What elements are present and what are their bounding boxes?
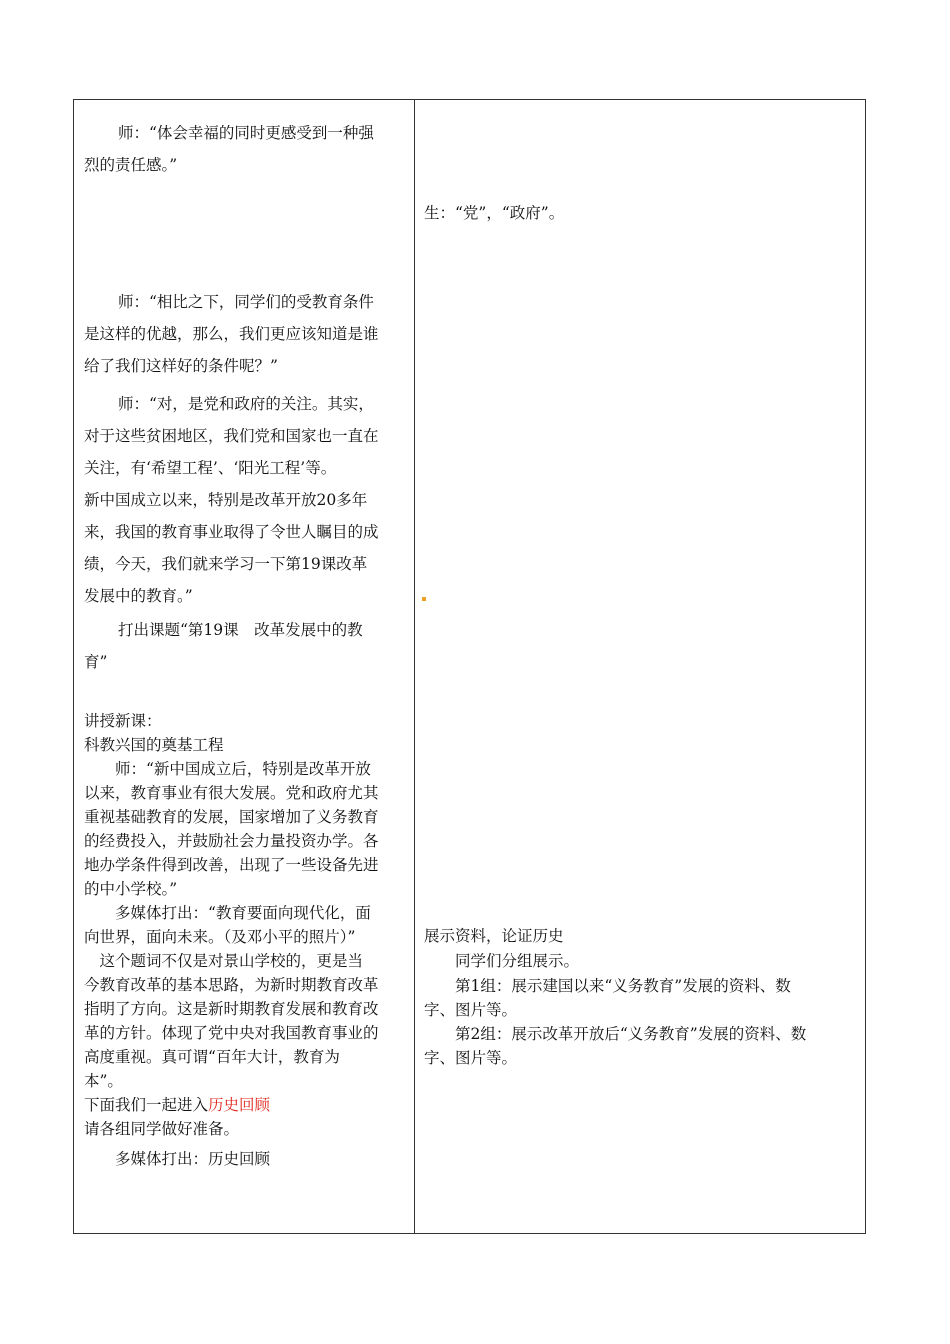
left-line: 指明了方向。这是新时期教育发展和教育改	[84, 1000, 379, 1018]
right-line: 同学们分组展示。	[424, 952, 580, 970]
left-line	[84, 1093, 270, 1117]
left-line: 打出课题“第19课 改革发展中的教	[118, 621, 363, 639]
left-line: 这个题词不仅是对景山学校的，更是当	[84, 952, 364, 970]
right-line: 字、图片等。	[424, 1001, 518, 1019]
student-answer: 生：“党”，“政府”。	[424, 204, 565, 222]
history-review-link: 历史回顾	[208, 1096, 271, 1114]
left-line: 给了我们这样好的条件呢？”	[84, 357, 278, 375]
left-line: 重视基础教育的发展，国家增加了义务教育	[84, 808, 379, 826]
right-heading: 展示资料，论证历史	[424, 927, 564, 945]
left-line: 烈的责任感。”	[84, 156, 178, 174]
left-line: 绩，今天，我们就来学习一下第19课改革	[84, 555, 368, 573]
left-line: 以来，教育事业有很大发展。党和政府尤其	[84, 784, 379, 802]
lesson-table	[73, 99, 866, 1234]
right-line: 字、图片等。	[424, 1049, 518, 1067]
left-line: 多媒体打出：“教育要面向现代化，面	[84, 904, 371, 922]
line-prefix: 下面我们一起进入	[84, 1096, 209, 1114]
left-line: 来，我国的教育事业取得了令世人瞩目的成	[84, 523, 379, 541]
left-line: 育”	[84, 653, 108, 671]
right-line: 第2组：展示改革开放后“义务教育”发展的资料、数	[424, 1025, 807, 1043]
left-line: 请各组同学做好准备。	[84, 1120, 240, 1138]
left-line: 的经费投入，并鼓励社会力量投资办学。各	[84, 832, 379, 850]
left-line: 本”。	[84, 1072, 123, 1090]
left-line: 的中小学校。”	[84, 880, 178, 898]
subsection-heading: 科教兴国的奠基工程	[84, 736, 224, 754]
left-line: 革的方针。体现了党中央对我国教育事业的	[84, 1024, 379, 1042]
left-line: 师：“对，是党和政府的关注。其实，	[118, 395, 374, 413]
marker-dot	[422, 597, 426, 601]
column-divider	[414, 100, 415, 1233]
left-line: 高度重视。真可谓“百年大计，教育为	[84, 1048, 340, 1066]
left-line: 多媒体打出：历史回顾	[84, 1150, 271, 1168]
left-line: 向世界，面向未来。（及邓小平的照片）”	[84, 928, 356, 946]
left-line: 地办学条件得到改善，出现了一些设备先进	[84, 856, 379, 874]
left-line: 关注，有‘希望工程’、‘阳光工程’等。	[84, 459, 337, 477]
left-line: 师：“新中国成立后，特别是改革开放	[84, 760, 371, 778]
section-heading: 讲授新课：	[84, 712, 162, 730]
left-line: 今教育改革的基本思路，为新时期教育改革	[84, 976, 379, 994]
left-line: 师：“相比之下，同学们的受教育条件	[118, 293, 374, 311]
left-line: 对于这些贫困地区，我们党和国家也一直在	[84, 427, 379, 445]
left-line: 是这样的优越，那么，我们更应该知道是谁	[84, 325, 379, 343]
left-line: 新中国成立以来，特别是改革开放20多年	[84, 491, 368, 509]
left-line: 师：“体会幸福的同时更感受到一种强	[118, 124, 374, 142]
right-line: 第1组：展示建国以来“义务教育”发展的资料、数	[424, 977, 791, 995]
left-line: 发展中的教育。”	[84, 587, 193, 605]
